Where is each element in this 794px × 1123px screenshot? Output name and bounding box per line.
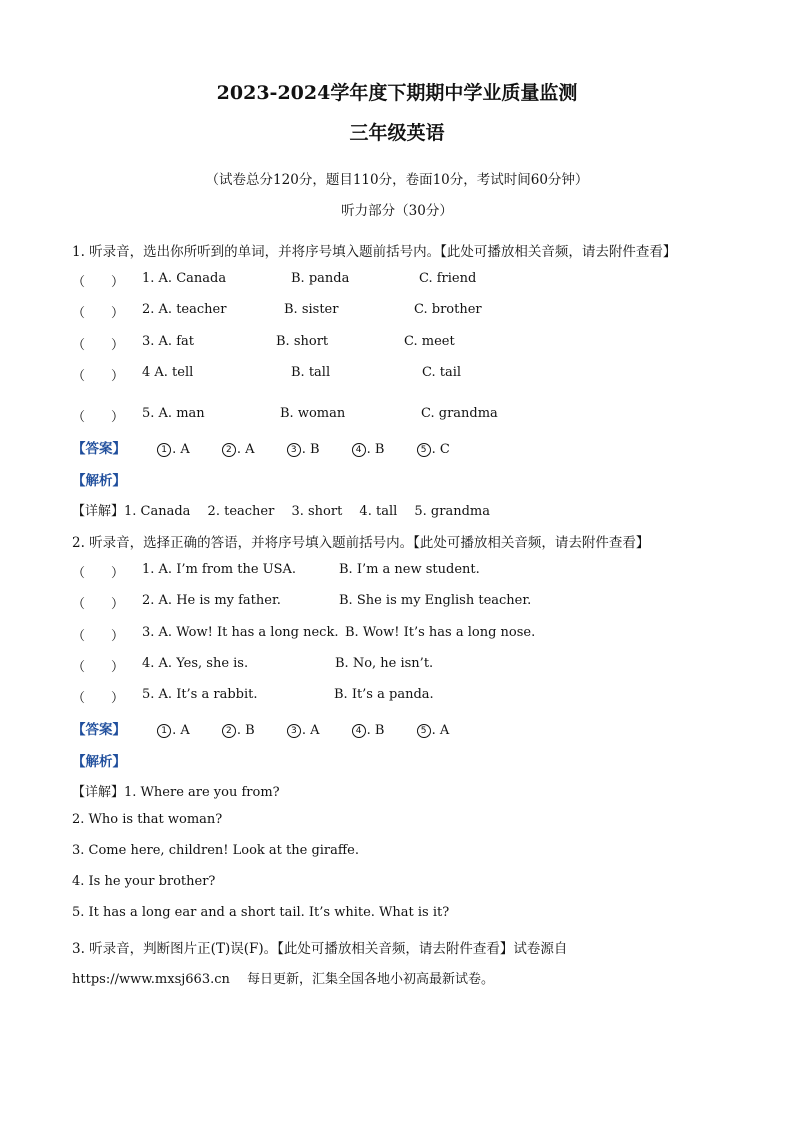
q2-detail-line: 4. Is he your brother?	[72, 874, 216, 889]
option-a: 5. A. man	[142, 406, 205, 421]
option-a: 2. A. teacher	[142, 302, 227, 317]
option-b: B. short	[276, 334, 329, 349]
answer-item: 1 . A	[157, 723, 190, 738]
exam-subtitle: 三年级英语	[349, 122, 445, 144]
q2-detail-line: 2. Who is that woman?	[72, 812, 223, 827]
answer-blank[interactable]: （ ）	[72, 306, 125, 321]
section-title: 听力部分（30分）	[341, 203, 453, 219]
detail-label: 【详解】	[72, 785, 125, 800]
option-a: 3. A. Wow! It has a long neck.	[142, 625, 339, 640]
q2-answers	[72, 718, 477, 738]
option-b: B. woman	[280, 406, 346, 421]
option-a: 4 A. tell	[142, 365, 194, 380]
option-c: C. tail	[422, 365, 462, 380]
q1-detail: 【详解】1. Canada 2. teacher 3. short 4. tall 5. grandma	[72, 504, 490, 519]
answer-label: 【答案】	[72, 441, 126, 457]
option-a: 1. A. I’m from the USA.	[142, 562, 297, 577]
answer-blank[interactable]: （ ）	[72, 660, 125, 675]
option-b: B. No, he isn’t.	[335, 656, 434, 671]
option-b: B. I’m a new student.	[339, 562, 480, 577]
detail-text: 1. Where are you from?	[124, 785, 280, 800]
answer-list	[157, 442, 478, 457]
answer-list	[157, 723, 477, 738]
answer-item: 2 . A	[222, 442, 255, 457]
option-c: C. grandma	[421, 406, 498, 421]
answer-item: 3 . B	[287, 442, 320, 457]
option-c: C. brother	[414, 302, 482, 317]
answer-blank[interactable]: （ ）	[72, 691, 125, 706]
q2-detail-line	[72, 781, 280, 800]
option-b: B. Wow! It’s has a long nose.	[345, 625, 536, 640]
q2-detail-line: 3. Come here, children! Look at the giraffe.	[72, 843, 359, 858]
option-a: 3. A. fat	[142, 334, 194, 349]
answer-blank[interactable]: （ ）	[72, 338, 125, 353]
answer-item: 5 . C	[417, 442, 450, 457]
answer-blank[interactable]: （ ）	[72, 597, 125, 612]
analysis-label: 【解析】	[72, 754, 126, 770]
answer-item: 3 . A	[287, 723, 320, 738]
option-c: C. friend	[419, 271, 477, 286]
answer-item: 2 . B	[222, 723, 255, 738]
q1-answers	[72, 437, 478, 457]
exam-note: （试卷总分120分，题目110分，卷面10分，考试时间60分钟）	[205, 172, 589, 188]
option-a: 5. A. It’s a rabbit.	[142, 687, 258, 702]
answer-blank[interactable]: （ ）	[72, 275, 125, 290]
option-a: 1. A. Canada	[142, 271, 227, 286]
option-a: 4. A. Yes, she is.	[142, 656, 249, 671]
option-b: B. panda	[291, 271, 350, 286]
option-b: B. It’s a panda.	[334, 687, 434, 702]
option-a: 2. A. He is my father.	[142, 593, 281, 608]
answer-item: 4 . B	[352, 723, 385, 738]
exam-title: 2023-2024学年度下期期中学业质量监测	[216, 82, 578, 104]
option-c: C. meet	[404, 334, 455, 349]
answer-item: 5 . A	[417, 723, 450, 738]
q1-prompt: 1. 听录音，选出你所听到的单词，并将序号填入题前括号内。【此处可播放相关音频，请去附件查看】	[72, 244, 677, 260]
answer-blank[interactable]: （ ）	[72, 369, 125, 384]
answer-blank[interactable]: （ ）	[72, 566, 125, 581]
q2-detail-line: 5. It has a long ear and a short tail. It’s white. What is it?	[72, 905, 450, 920]
q3-prompt: 3. 听录音，判断图片正(T)误(F)。【此处可播放相关音频，请去附件查看】试卷源自	[72, 941, 568, 957]
answer-item: 4 . B	[352, 442, 385, 457]
option-b: B. tall	[291, 365, 331, 380]
source-line[interactable]: https://www.mxsj663.cn 每日更新，汇集全国各地小初高最新试卷。	[72, 972, 495, 987]
answer-label: 【答案】	[72, 722, 126, 738]
analysis-label: 【解析】	[72, 473, 126, 489]
answer-blank[interactable]: （ ）	[72, 629, 125, 644]
q2-prompt: 2. 听录音，选择正确的答语，并将序号填入题前括号内。【此处可播放相关音频，请去附件查看】	[72, 535, 650, 551]
answer-blank[interactable]: （ ）	[72, 410, 125, 425]
option-b: B. She is my English teacher.	[339, 593, 532, 608]
option-b: B. sister	[284, 302, 339, 317]
answer-item: 1 . A	[157, 442, 190, 457]
